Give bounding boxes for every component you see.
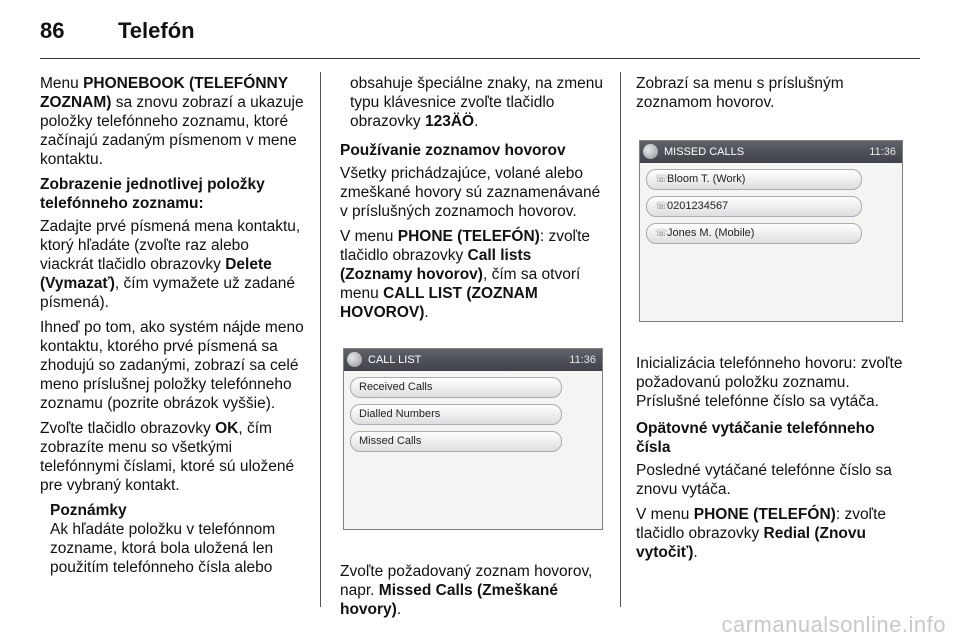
- screen-clock: 11:36: [869, 146, 896, 158]
- note-heading: Poznámky: [50, 502, 127, 519]
- screen-clock: 11:36: [569, 354, 596, 366]
- list-button-contact-1[interactable]: ☏Bloom T. (Work): [646, 169, 862, 190]
- phone-handset-icon: ☏: [655, 228, 668, 239]
- paragraph: Inicializácia telefónneho hovoru: zvoľte požadovanú položku zoznamu. Príslušné telefónne číslo sa vytáča.: [636, 355, 903, 410]
- round-logo-icon: [347, 352, 362, 367]
- paragraph: Zadajte prvé písmená mena kontaktu, ktorý hľadáte (zvoľte raz alebo viackrát tlačidlo obrazovky Delete (Vymazať), čím vymažete už zadané písmená).: [40, 218, 301, 311]
- screen-title: MISSED CALLS: [664, 146, 745, 158]
- watermark: carmanualsonline.info: [721, 612, 946, 637]
- column-divider: [620, 72, 621, 607]
- button-name: 123ÄÖ: [424, 113, 475, 130]
- page-title: Telefón: [118, 18, 195, 43]
- section-heading: Opätovné vytáčanie telefónneho čísla: [636, 420, 875, 456]
- note-box: [50, 501, 306, 577]
- column-2: [340, 74, 606, 625]
- column-3: [636, 74, 906, 568]
- paragraph: Ihneď po tom, ako systém nájde meno kontaktu, ktorého prvé písmená sa zhodujú so zadanými, zobrazí sa celé meno príslušnej položky telefónneho zoznamu (pozrite obrázok vyššie).: [40, 319, 304, 412]
- list-button-received-calls[interactable]: Received Calls: [350, 377, 562, 398]
- note-text: Ak hľadáte položku v telefónnom zozname, ktorá bola uložená len použitím telefónneho čísla alebo: [50, 521, 276, 576]
- paragraph: Všetky prichádzajúce, volané alebo zmeškané hovory sú zaznamenávané v príslušných zoznamoch hovorov.: [340, 165, 601, 220]
- section-heading: Zobrazenie jednotlivej položky telefónneho zoznamu:: [40, 176, 265, 212]
- list-button-missed-calls[interactable]: Missed Calls: [350, 431, 562, 452]
- menu-name: PHONEBOOK (TELEFÓNNY ZOZNAM): [40, 75, 288, 111]
- list-button-contact-3[interactable]: ☏Jones M. (Mobile): [646, 223, 862, 244]
- paragraph: Posledné vytáčané telefónne číslo sa znovu vytáča.: [636, 462, 892, 498]
- header-rule: [40, 58, 920, 59]
- paragraph: obsahuje špeciálne znaky, na zmenu typu klávesnice zvoľte tlačidlo obrazovky 123ÄÖ.: [350, 75, 604, 130]
- paragraph: Zobrazí sa menu s príslušným zoznamom hovorov.: [636, 75, 844, 111]
- column-1: [40, 74, 306, 583]
- section-heading: Používanie zoznamov hovorov: [340, 142, 566, 159]
- paragraph: V menu PHONE (TELEFÓN): zvoľte tlačidlo obrazovky Redial (Znovu vytočiť).: [636, 506, 887, 561]
- list-button-contact-2[interactable]: ☏0201234567: [646, 196, 862, 217]
- phone-handset-icon: ☏: [655, 174, 668, 185]
- page-number: 86: [40, 18, 65, 43]
- screen-title: CALL LIST: [368, 354, 422, 366]
- phone-handset-icon: ☏: [655, 201, 668, 212]
- screen-title-bar: [344, 349, 602, 371]
- screen-title-bar: [640, 141, 902, 163]
- display-screen: [343, 348, 603, 530]
- page-header: [40, 12, 920, 52]
- paragraph: Zvoľte požadovaný zoznam hovorov, napr. Missed Calls (Zmeškané hovory).: [340, 563, 593, 618]
- button-name: OK: [215, 420, 239, 437]
- button-name: Delete (Vymazať): [40, 256, 272, 292]
- round-logo-icon: [643, 144, 658, 159]
- call-list-screen-figure: [340, 332, 606, 550]
- paragraph: V menu PHONE (TELEFÓN): zvoľte tlačidlo obrazovky Call lists (Zoznamy hovorov), čím sa otvorí menu CALL LIST (ZOZNAM HOVOROV).: [340, 228, 591, 321]
- paragraph: Menu PHONEBOOK (TELEFÓNNY ZOZNAM) sa znovu zobrazí a ukazuje položky telefónneho zoznamu, ktoré začínajú zadaným písmenom v mene kontaktu.: [40, 75, 304, 168]
- list-button-dialled-numbers[interactable]: Dialled Numbers: [350, 404, 562, 425]
- paragraph: Zvoľte tlačidlo obrazovky OK, čím zobrazíte menu so všetkými telefónnymi číslami, ktoré sú uložené pre vybraný kontakt.: [40, 420, 295, 494]
- display-screen: [639, 140, 903, 322]
- missed-calls-screen-figure: [636, 124, 906, 342]
- column-divider: [320, 72, 321, 607]
